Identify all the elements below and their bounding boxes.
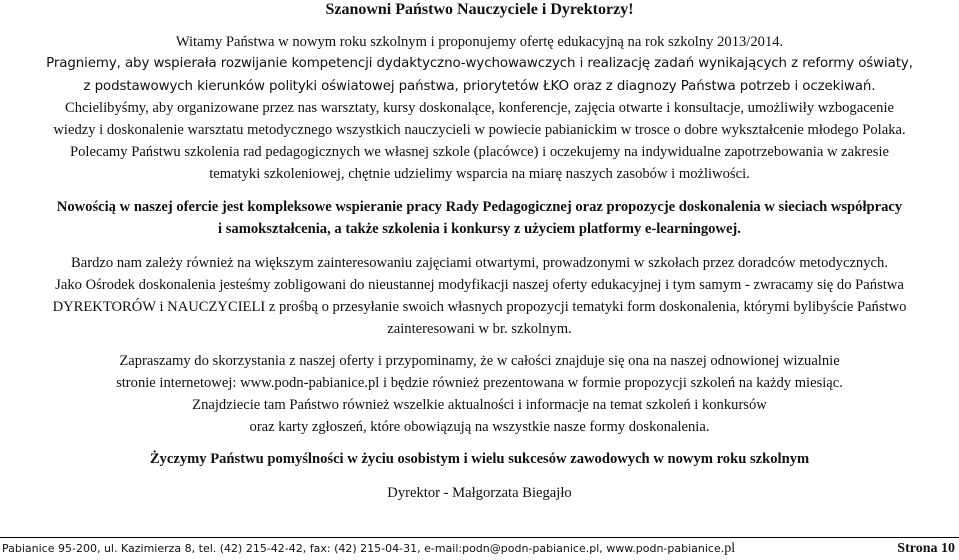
invite-line: oraz karty zgłoszeń, które obowiązują na wszystkie nasze formy doskonalenia.: [249, 419, 710, 435]
offer-line: wiedzy i doskonalenie warsztatu metodycznego wszystkich nauczycieli w powiecie pabianickim w trosce o dobre wykształcenie młodego Polaka.: [53, 122, 906, 138]
footer-contact: [2, 540, 735, 558]
footer-contact-suffix: pl: [724, 541, 736, 556]
news-line: Nowością w naszej ofercie jest kompleksowe wspieranie pracy Rady Pedagogicznej oraz propozycje doskonalenia w sieciach współpracy: [56, 199, 903, 215]
invite-line: Zapraszamy do skorzystania z naszej oferty i przypominamy, że w całości znajduje się ona na naszej odnowionej wizualnie: [119, 353, 840, 369]
offer-line: Polecamy Państwu szkolenia rad pedagogicznych we własnej szkole (placówce) i oczekujemy na indywidualne zapotrzebowania w zakresie: [70, 144, 889, 160]
signature: Dyrektor - Małgorzata Biegajło: [387, 485, 572, 501]
offer-line: Chcielibyśmy, aby organizowane przez nas warsztaty, kursy doskonalące, konferencje, zajęcia otwarte i konsultacje, umożliwiły wzbogacenie: [65, 100, 894, 116]
invite-line: Znajdziecie tam Państwo również wszelkie aktualności i informacje na temat szkoleń i konkursów: [192, 397, 767, 413]
footer-divider: [0, 537, 959, 538]
welcome-line: Witamy Państwa w nowym roku szkolnym i proponujemy ofertę edukacyjną na rok szkolny 2013/2014.: [175, 34, 784, 50]
interest-line: Jako Ośrodek doskonalenia jesteśmy zobligowani do nieustannej modyfikacji naszej oferty edukacyjnej i tym samym - zwracamy się do Państwa: [55, 277, 904, 293]
interest-line: zainteresowani w br. szkolnym.: [387, 321, 572, 337]
intro-line: Pragniemy, aby wspierała rozwijanie kompetencji dydaktyczno-wychowawczych i realizację zadań wynikających z reformy oświaty,: [46, 56, 913, 71]
wishes-line: Życzymy Państwu pomyślności w życiu osobistym i wielu sukcesów zawodowych w nowym roku szkolnym: [149, 451, 810, 467]
interest-line: DYREKTORÓW i NAUCZYCIELI z prośbą o przesyłanie swoich własnych propozycji tematyki form doskonalenia, którymi bylibyście Państwo: [52, 299, 907, 315]
interest-line: Bardzo nam zależy również na większym zainteresowaniu zajęciami otwartymi, prowadzonymi w szkołach przez doradców metodycznych.: [71, 255, 888, 271]
invite-line: stronie internetowej: www.podn-pabianice.pl i będzie również prezentowana w formie propozycji szkoleń na każdy miesiąc.: [116, 375, 843, 391]
news-line: i samokształcenia, a także szkolenia i konkursy z użyciem platformy e-learningowej.: [218, 221, 741, 237]
footer-contact-text: Pabianice 95-200, ul. Kazimierza 8, tel. (42) 215-42-42, fax: (42) 215-04-31, e-mail:podn@podn-pabianice.pl, www.podn-pabianice.: [2, 542, 725, 555]
offer-line: tematyki szkoleniowej, chętnie udzielimy wsparcia na miarę naszych zasobów i możliwości.: [209, 166, 750, 182]
letter-greeting: Szanowni Państwo Nauczyciele i Dyrektorzy!: [325, 1, 634, 18]
intro-line: z podstawowych kierunków polityki oświatowej państwa, priorytetów ŁKO oraz z diagnozy Państwa potrzeb i oczekiwań.: [83, 79, 876, 94]
page-number: Strona 10: [897, 541, 955, 556]
